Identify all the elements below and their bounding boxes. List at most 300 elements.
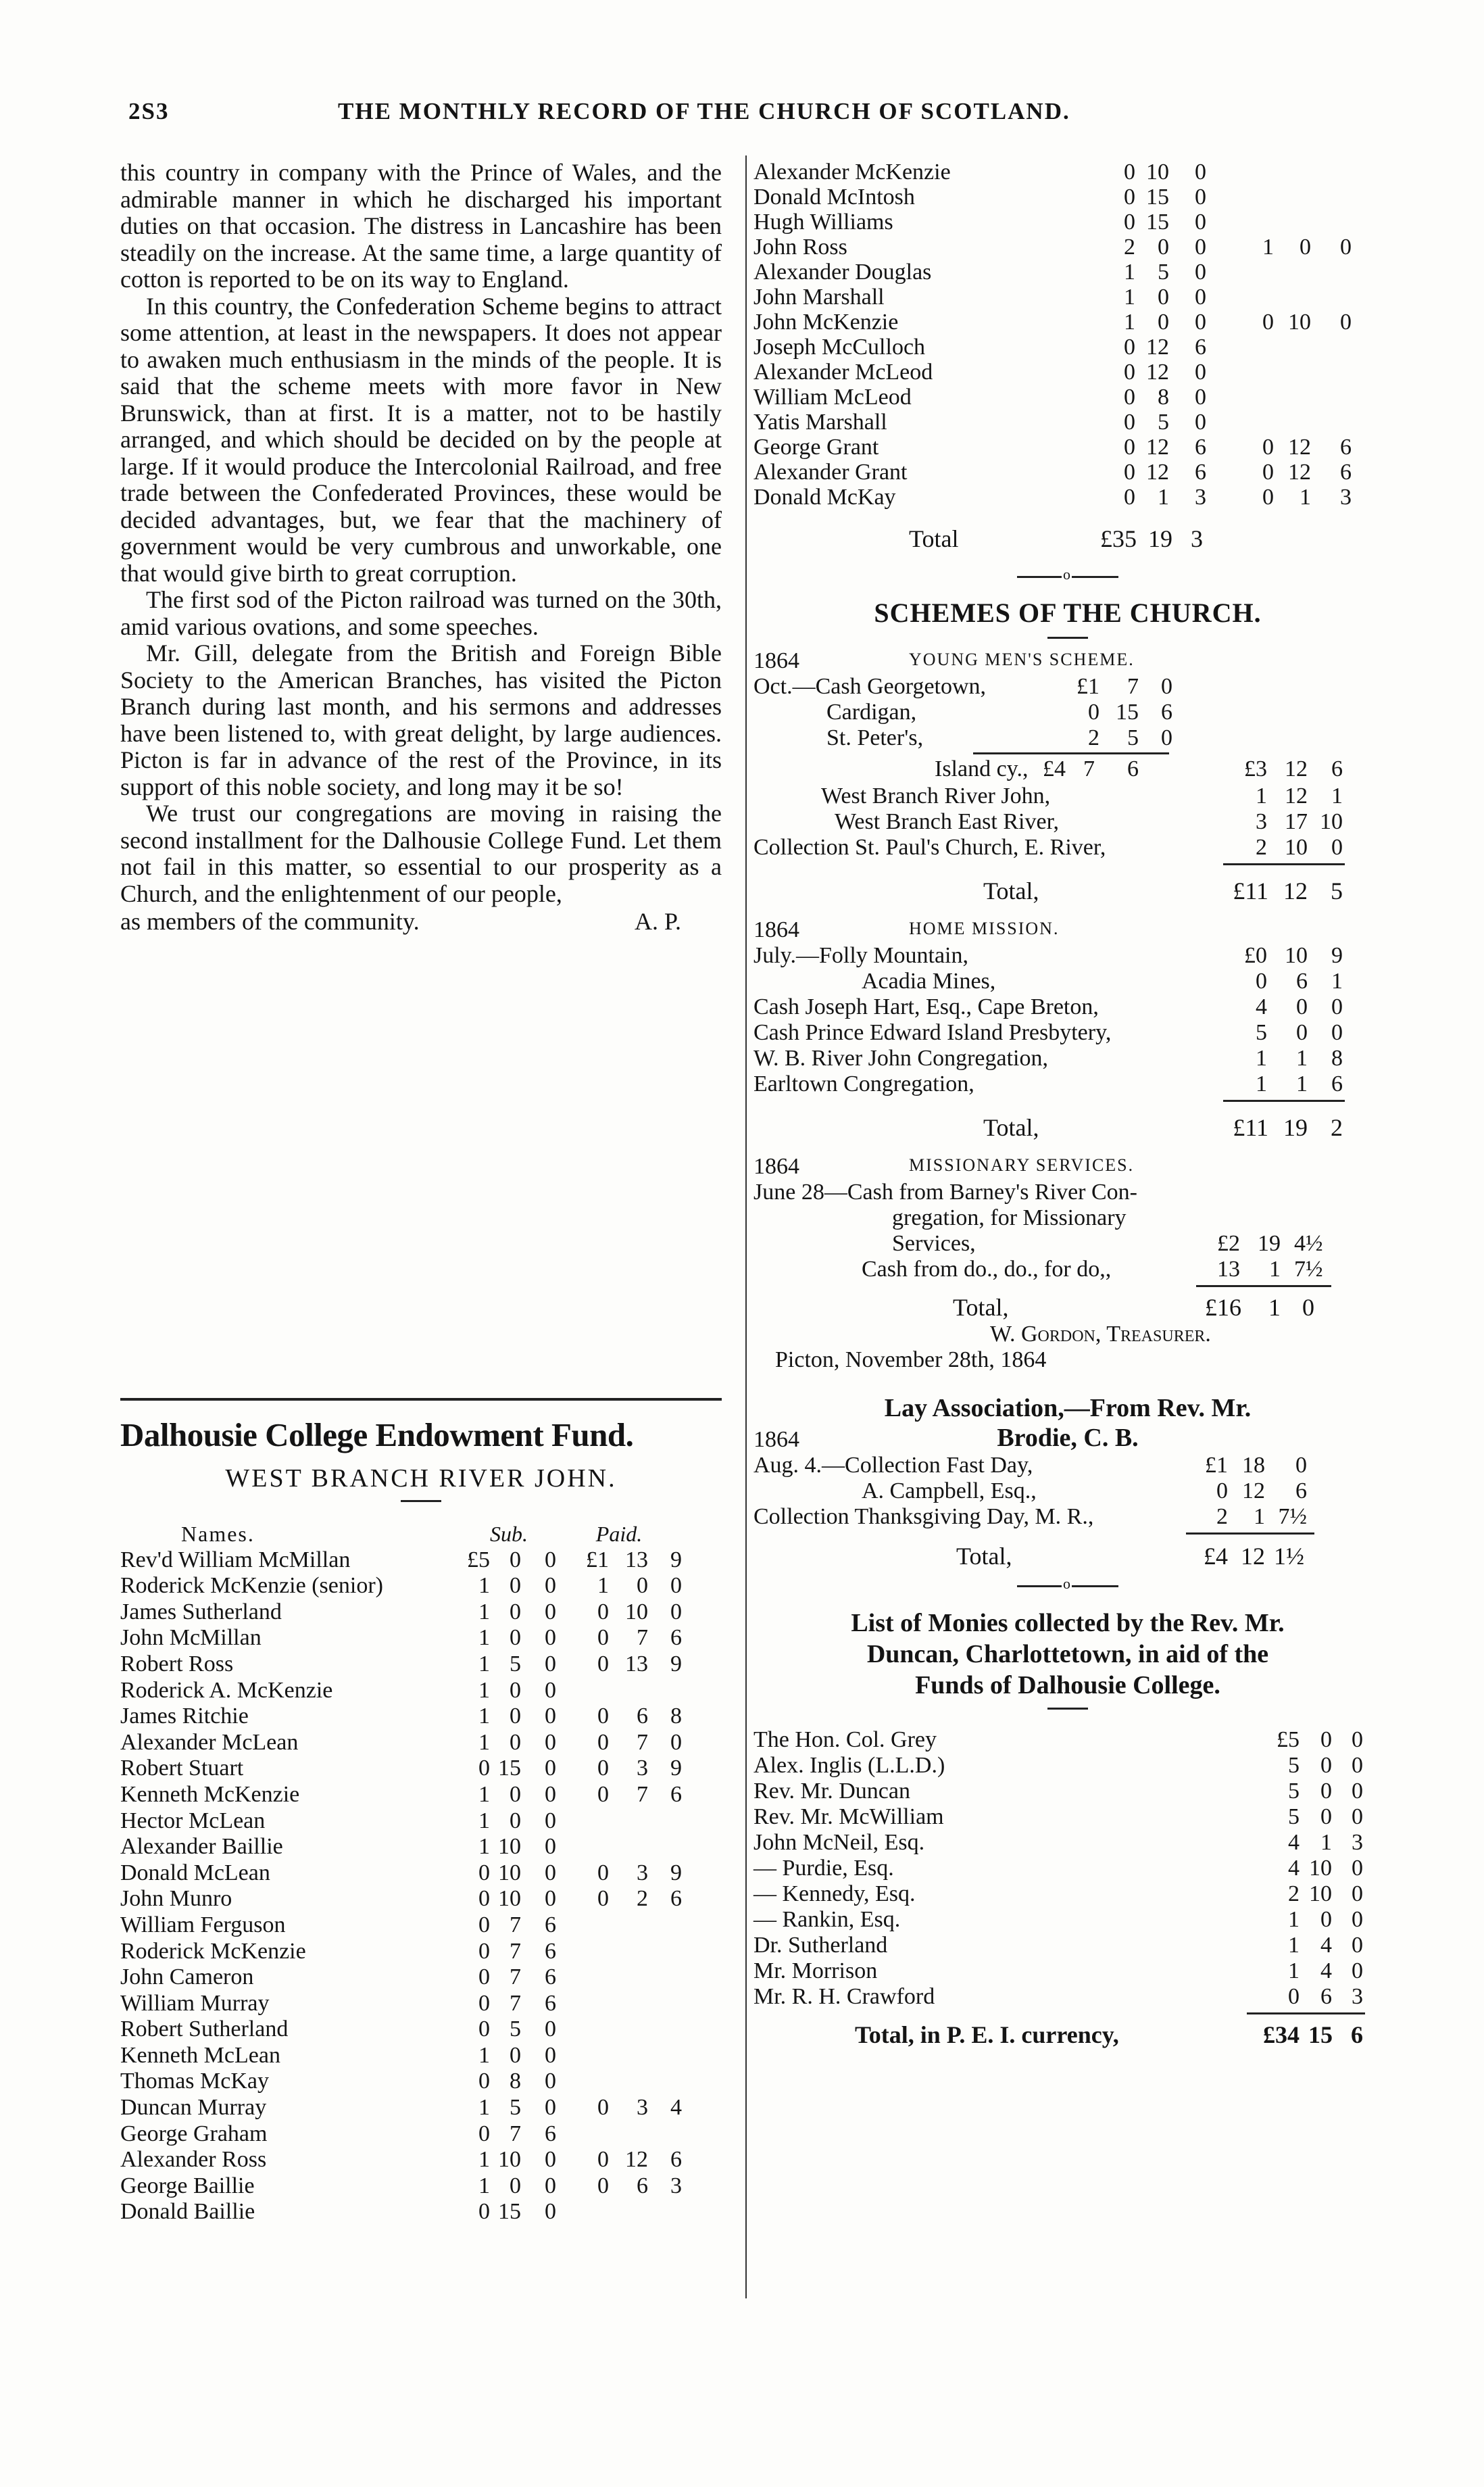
list-monies-table xyxy=(753,1727,1363,2010)
sub-shillings: 5 xyxy=(510,1651,521,1676)
entry-label: West Branch East River, xyxy=(835,809,1060,834)
paid-pence xyxy=(648,1808,682,1835)
sub-pence: 0 xyxy=(545,2017,556,2042)
amount-pence: 0 xyxy=(1331,994,1343,1019)
amount-pence: 3 xyxy=(1352,1984,1363,2009)
sub-shillings: 0 xyxy=(510,1573,521,1599)
paid-pounds: 0 xyxy=(597,1625,609,1651)
sub-pounds: 1 xyxy=(478,1599,490,1624)
amount-pounds: 0 xyxy=(1088,700,1099,725)
subscriber-name: Alexander Grant xyxy=(753,460,908,485)
amount-shillings: 4 xyxy=(1320,1958,1332,1983)
entry-label: Rev. Mr. Duncan xyxy=(753,1779,910,1804)
entry-label: West Branch River John, xyxy=(821,783,1051,808)
sub-shillings: 0 xyxy=(1158,285,1169,310)
total-pence: 5 xyxy=(1331,877,1343,904)
amount-pence: 0 xyxy=(1352,1907,1363,1932)
entry-label: Cash from do., do., for do,, xyxy=(862,1257,1112,1282)
table-row xyxy=(753,809,1343,835)
paid-pounds xyxy=(556,2199,609,2225)
sub-shillings: 15 xyxy=(498,2199,521,2225)
subscriber-name: Donald McKay xyxy=(753,485,896,510)
sub-pounds: 0 xyxy=(478,1860,490,1885)
sub-pounds: 1 xyxy=(1124,260,1135,285)
subscriber-name: Robert Ross xyxy=(120,1651,234,1676)
sub-pounds: £5 xyxy=(467,1547,490,1572)
paid-pence xyxy=(648,1964,682,1991)
table-row xyxy=(120,2121,682,2148)
entry-label: Cardigan, xyxy=(826,700,917,725)
paid-shillings xyxy=(609,2017,648,2043)
paid-pounds xyxy=(556,1991,609,2017)
subscriber-name: Duncan Murray xyxy=(120,2095,267,2121)
paid-pounds: 0 xyxy=(1262,435,1274,460)
entry-label: Cash Joseph Hart, Esq., Cape Breton, xyxy=(753,994,1099,1019)
sub-pence: 0 xyxy=(545,1729,556,1755)
paid-pounds xyxy=(556,2017,609,2043)
amount-pence: 0 xyxy=(1352,1804,1363,1829)
table-row xyxy=(753,310,1352,335)
paid-pounds xyxy=(556,1964,609,1991)
home-mission-table xyxy=(753,943,1343,1097)
entry-label: Mr. R. H. Crawford xyxy=(753,1984,935,2009)
top-total-row xyxy=(753,510,1382,557)
paid-pence: 6 xyxy=(1340,460,1352,485)
paid-shillings: 7 xyxy=(637,1625,648,1651)
table-row xyxy=(753,1984,1363,2010)
table-row xyxy=(753,1071,1343,1097)
news-paragraph: this country in company with the Prince of Wales, and the admirable manner in which he discharged his important duties on that occasion. The distress in Lancashire has been steadily on the increase. At the same time, a large quantity of cotton is reported to be on its way to England. xyxy=(120,159,722,293)
table-row xyxy=(753,185,1352,210)
paid-pence xyxy=(648,2069,682,2095)
table-row xyxy=(120,2069,682,2095)
paid-shillings: 0 xyxy=(1300,235,1311,260)
paid-pence: 0 xyxy=(670,1599,682,1624)
amount-shillings: 4 xyxy=(1320,1933,1332,1958)
paid-pounds: 0 xyxy=(597,1704,609,1729)
entry-label: Collection St. Paul's Church, E. River, xyxy=(753,835,1106,860)
amount-pence: 1 xyxy=(1331,783,1343,808)
amount-pounds: £5 xyxy=(1277,1727,1300,1752)
scheme-caption: MISSIONARY SERVICES. xyxy=(909,1155,1135,1175)
table-row xyxy=(120,2199,682,2225)
paid-shillings: 12 xyxy=(1288,435,1311,460)
entry-label: Mr. Morrison xyxy=(753,1958,878,1983)
table-row xyxy=(120,1912,682,1939)
subscriber-name: John Cameron xyxy=(120,1964,254,1990)
sub-pence: 0 xyxy=(1195,185,1206,210)
paid-pounds: 1 xyxy=(1262,235,1274,260)
heading-line: Brodie, C. B. xyxy=(997,1424,1139,1452)
amount-pence: 4½ xyxy=(1294,1231,1323,1256)
sub-pence: 0 xyxy=(1195,410,1206,435)
amount-shillings: 19 xyxy=(1258,1231,1281,1256)
subscription-table xyxy=(120,1521,682,2225)
entry-line: gregation, for Missionary xyxy=(892,1205,1127,1230)
table-row xyxy=(120,1599,682,1626)
subscriber-name: Alexander McKenzie xyxy=(753,160,951,185)
table-row xyxy=(753,1830,1363,1856)
sub-pounds: 0 xyxy=(1124,385,1135,410)
paid-pounds xyxy=(1206,210,1274,235)
table-row xyxy=(120,2017,682,2043)
sub-pounds: 0 xyxy=(478,1990,490,2016)
amount-shillings: 0 xyxy=(1320,1727,1332,1752)
table-row xyxy=(753,435,1352,460)
table-row xyxy=(120,1808,682,1835)
subscriber-name: Donald McIntosh xyxy=(753,185,915,210)
paid-shillings: 7 xyxy=(637,1729,648,1755)
table-row xyxy=(753,1933,1363,1958)
sub-pounds: 0 xyxy=(478,2017,490,2042)
amount-pounds: 5 xyxy=(1288,1753,1300,1778)
total-label: Total, xyxy=(983,877,1039,904)
table-row xyxy=(120,1991,682,2017)
sub-pence: 0 xyxy=(545,1573,556,1599)
amount-pence: 6 xyxy=(1295,1478,1307,1503)
sub-pounds: 1 xyxy=(478,1625,490,1651)
paid-shillings xyxy=(609,1991,648,2017)
paid-pence xyxy=(1311,335,1352,360)
paid-pence xyxy=(648,2043,682,2069)
year: 1864 xyxy=(753,917,799,942)
amount-pounds: 4 xyxy=(1256,994,1267,1019)
paid-pence: 9 xyxy=(670,1651,682,1676)
total-label: Total xyxy=(909,525,959,552)
table-row xyxy=(120,1782,682,1808)
table-row xyxy=(753,1504,1307,1530)
paid-pounds xyxy=(556,1939,609,1965)
paid-pounds xyxy=(1206,360,1274,385)
amount-shillings: 6 xyxy=(1296,969,1308,994)
paid-pounds xyxy=(1206,335,1274,360)
paid-shillings xyxy=(1274,385,1311,410)
paid-pounds: 0 xyxy=(597,1886,609,1912)
subscriber-name: William Ferguson xyxy=(120,1912,286,1937)
amount-pounds: 1 xyxy=(1256,783,1267,808)
page-number: 2S3 xyxy=(128,98,170,124)
names-header: Names. xyxy=(181,1522,255,1546)
amount-pence: 0 xyxy=(1352,1881,1363,1906)
fund-title: Dalhousie College Endowment Fund. xyxy=(120,1416,634,1453)
entry-label: Dr. Sutherland xyxy=(753,1933,888,1958)
paid-pounds: 0 xyxy=(1262,310,1274,335)
sub-pence: 0 xyxy=(545,1808,556,1833)
sub-pence: 0 xyxy=(1195,285,1206,310)
paid-pounds: 0 xyxy=(597,1729,609,1755)
signature: A. P. xyxy=(634,908,681,935)
sub-pence: 0 xyxy=(1195,260,1206,285)
paid-shillings xyxy=(1274,285,1311,310)
table-row xyxy=(120,2173,682,2200)
young-mens-total-row xyxy=(753,869,1382,908)
paid-pence xyxy=(1311,210,1352,235)
amount-pounds: 1 xyxy=(1288,1958,1300,1983)
table-row xyxy=(753,943,1343,969)
amount-pounds: £0 xyxy=(1244,943,1267,968)
sub-pence: 0 xyxy=(545,2042,556,2068)
sub-pounds: 0 xyxy=(1124,160,1135,185)
sub-pounds: 0 xyxy=(478,1964,490,1990)
total-pounds: £34 xyxy=(1263,2021,1300,2048)
amount-pence: 8 xyxy=(1331,1046,1343,1071)
paid-pence xyxy=(648,2017,682,2043)
sub-pence: 6 xyxy=(545,1990,556,2016)
subscriber-name: Donald McLean xyxy=(120,1860,270,1885)
amount-pence: 6 xyxy=(1161,700,1172,725)
table-row xyxy=(120,1834,682,1860)
sub-shillings: 12 xyxy=(1146,435,1169,460)
table-header-row xyxy=(120,1521,682,1547)
sub-pounds: 1 xyxy=(478,2173,490,2198)
paid-pence xyxy=(1311,410,1352,435)
paid-pounds xyxy=(556,2069,609,2095)
amount-shillings: 18 xyxy=(1242,1453,1265,1478)
paid-pence xyxy=(1311,285,1352,310)
entry-label: — Kennedy, Esq. xyxy=(753,1881,916,1906)
paid-pence xyxy=(1311,385,1352,410)
sub-shillings: 7 xyxy=(510,1938,521,1964)
paid-pounds: 0 xyxy=(597,2147,609,2173)
subscriber-name: Thomas McKay xyxy=(120,2069,270,2094)
sub-pounds: 1 xyxy=(478,1729,490,1755)
entry-label: — Rankin, Esq. xyxy=(753,1907,901,1932)
sub-pence: 6 xyxy=(1195,460,1206,485)
amount-shillings: 1 xyxy=(1320,1830,1332,1855)
paid-shillings xyxy=(1274,260,1311,285)
sub-shillings: 10 xyxy=(498,1860,521,1885)
sub-pence: 0 xyxy=(545,2173,556,2198)
table-row xyxy=(753,160,1352,185)
subscriber-name: Kenneth McKenzie xyxy=(120,1781,300,1807)
amount-pence: 6 xyxy=(1331,1071,1343,1096)
sub-pounds: 0 xyxy=(1124,435,1135,460)
news-paragraph: The first sod of the Picton railroad was turned on the 30th, amid various ovations, and some speeches. xyxy=(120,586,722,640)
sub-pence: 0 xyxy=(545,1651,556,1676)
sub-shillings: 10 xyxy=(1146,160,1169,185)
subscriber-name: Rev'd William McMillan xyxy=(120,1547,351,1572)
paid-pence xyxy=(1311,160,1352,185)
paid-shillings: 13 xyxy=(625,1651,648,1676)
subscriber-name: Yatis Marshall xyxy=(753,410,887,435)
table-row xyxy=(753,725,1172,751)
paid-pounds: 0 xyxy=(1262,460,1274,485)
paid-pence: 6 xyxy=(670,1886,682,1912)
sub-shillings: 15 xyxy=(1146,210,1169,235)
amount-pence: 0 xyxy=(1161,725,1172,750)
sub-pence: 0 xyxy=(1195,385,1206,410)
news-paragraph: We trust our congregations are moving in raising the second installment for the Dalhousie College Fund. Let them not fail in this matter, so essential to our prosperity as a Church, and the enlightenment of our people, xyxy=(120,800,722,907)
sub-shillings: 5 xyxy=(1158,410,1169,435)
sub-pence: 0 xyxy=(545,2147,556,2173)
table-row xyxy=(120,1678,682,1704)
entry-amount-row xyxy=(753,1231,1382,1257)
sub-pence: 0 xyxy=(545,1704,556,1729)
paid-shillings: 10 xyxy=(625,1599,648,1624)
amount-shillings: 1 xyxy=(1296,1071,1308,1096)
paid-pence xyxy=(648,1991,682,2017)
sub-pence: 0 xyxy=(545,1781,556,1807)
table-row xyxy=(753,1478,1307,1504)
entry-label: July.—Folly Mountain, xyxy=(753,943,968,968)
year: 1864 xyxy=(753,1427,799,1452)
amount-pounds: 3 xyxy=(1256,809,1267,834)
paid-shillings: 13 xyxy=(625,1547,648,1572)
table-row xyxy=(753,360,1352,385)
table-row xyxy=(120,1730,682,1756)
amount-pounds: 2 xyxy=(1088,725,1099,750)
subscriber-name: Robert Sutherland xyxy=(120,2017,289,2042)
table-row xyxy=(120,1651,682,1678)
sub-pence: 0 xyxy=(545,1756,556,1781)
heading-line: Funds of Dalhousie College. xyxy=(915,1671,1220,1699)
sub-shillings: 15 xyxy=(1146,185,1169,210)
paid-pence xyxy=(648,1912,682,1939)
table-row xyxy=(753,285,1352,310)
paid-header: Paid. xyxy=(595,1522,643,1546)
paid-shillings: 6 xyxy=(637,2173,648,2198)
schemes-heading: SCHEMES OF THE CHURCH. xyxy=(874,598,1262,628)
table-row xyxy=(753,410,1352,435)
subscriber-name: John McKenzie xyxy=(753,310,899,335)
amount-pounds: 0 xyxy=(1288,1984,1300,2009)
table-row xyxy=(753,1753,1363,1779)
sub-shillings: 12 xyxy=(1146,360,1169,385)
entry-label: Aug. 4.—Collection Fast Day, xyxy=(753,1453,1033,1478)
table-row xyxy=(753,700,1172,725)
sub-pence: 0 xyxy=(1195,235,1206,260)
table-row xyxy=(120,1547,682,1574)
table-row xyxy=(753,335,1352,360)
paid-pence: 3 xyxy=(670,2173,682,2198)
amount-pence: 6 xyxy=(1127,756,1139,781)
table-row xyxy=(120,1860,682,1887)
total-shillings: 19 xyxy=(1148,525,1172,552)
paid-pence xyxy=(1311,260,1352,285)
sub-shillings: 0 xyxy=(510,1781,521,1807)
amount-pence: 6 xyxy=(1331,756,1343,781)
paid-pence xyxy=(1311,360,1352,385)
paid-pounds xyxy=(556,2121,609,2148)
entry-label: Island cy., xyxy=(935,756,1029,781)
paid-pounds xyxy=(556,1808,609,1835)
amount-pounds: 1 xyxy=(1288,1933,1300,1958)
paid-shillings xyxy=(1274,335,1311,360)
treasurer-signature: W. Gordon, Treasurer. xyxy=(990,1322,1211,1347)
amount-shillings: 15 xyxy=(1116,700,1139,725)
table-row xyxy=(753,994,1343,1020)
subscriber-name: Alexander Douglas xyxy=(753,260,932,285)
amount-shillings: 12 xyxy=(1285,783,1308,808)
sub-pounds: 1 xyxy=(478,2042,490,2068)
sub-pounds: 1 xyxy=(478,2147,490,2173)
paid-pence xyxy=(1311,185,1352,210)
sub-shillings: 0 xyxy=(510,2173,521,2198)
paid-pence: 6 xyxy=(670,1625,682,1651)
sub-pounds: 1 xyxy=(1124,310,1135,335)
sub-shillings: 7 xyxy=(510,2121,521,2146)
paid-pounds: 1 xyxy=(597,1573,609,1599)
amount-pence: 0 xyxy=(1352,1933,1363,1958)
sub-pounds: 1 xyxy=(478,1677,490,1703)
sub-pounds: 1 xyxy=(478,1651,490,1676)
paid-shillings: 3 xyxy=(637,2095,648,2121)
entry-line: June 28—Cash from Barney's River Con- xyxy=(753,1180,1137,1205)
paid-pence: 3 xyxy=(1340,485,1352,510)
sub-pence: 6 xyxy=(545,1964,556,1990)
entry-label: The Hon. Col. Grey xyxy=(753,1727,937,1752)
total-pounds: £11 xyxy=(1233,1114,1268,1141)
table-row xyxy=(753,1881,1363,1907)
sub-pence: 6 xyxy=(545,1938,556,1964)
table-row xyxy=(753,485,1352,510)
table-row xyxy=(753,235,1352,260)
sub-shillings: 0 xyxy=(510,2042,521,2068)
total-pounds: £35 xyxy=(1100,525,1137,552)
amount-pounds: 5 xyxy=(1256,1020,1267,1045)
paid-shillings: 6 xyxy=(637,1704,648,1729)
paid-pounds: 0 xyxy=(597,2095,609,2121)
heading-line: Duncan, Charlottetown, in aid of the xyxy=(866,1640,1269,1668)
paid-shillings: 3 xyxy=(637,1756,648,1781)
paid-pounds xyxy=(1206,260,1274,285)
amount-pounds: £2 xyxy=(1217,1231,1240,1256)
subscriber-name: Roderick McKenzie (senior) xyxy=(120,1573,383,1599)
table-row xyxy=(753,385,1352,410)
paid-shillings xyxy=(1274,210,1311,235)
sub-shillings: 7 xyxy=(510,1964,521,1990)
sub-header: Sub. xyxy=(490,1522,528,1546)
table-row xyxy=(120,1573,682,1599)
subscriber-name: Alexander McLean xyxy=(120,1729,299,1755)
amount-pounds: £3 xyxy=(1244,756,1267,781)
table-row xyxy=(753,460,1352,485)
sub-pounds: 0 xyxy=(1124,210,1135,235)
table-row xyxy=(753,1779,1363,1804)
young-mens-items xyxy=(753,783,1343,861)
amount-shillings: 0 xyxy=(1320,1907,1332,1932)
amount-shillings: 0 xyxy=(1320,1779,1332,1804)
paid-shillings xyxy=(1274,410,1311,435)
subscriber-name: Donald Baillie xyxy=(120,2199,255,2225)
sub-pence: 0 xyxy=(1195,310,1206,335)
news-paragraph: Mr. Gill, delegate from the British and Foreign Bible Society to the American Branches, has visited the Picton Branch during last month, and his sermons and addresses have been listened to, with great delight, by large audiences. Picton is far in advance of the rest of the Province, in its support of this noble society, and long may it be so! xyxy=(120,639,722,800)
table-row xyxy=(753,260,1352,285)
amount-pence: 0 xyxy=(1331,835,1343,860)
home-mission-caption-row xyxy=(753,917,1382,943)
sub-pounds: 1 xyxy=(478,1573,490,1599)
paid-shillings xyxy=(609,2121,648,2148)
sub-shillings: 12 xyxy=(1146,335,1169,360)
table-row xyxy=(753,1804,1363,1830)
total-shillings: 12 xyxy=(1283,877,1308,904)
sub-shillings: 5 xyxy=(1158,260,1169,285)
sub-shillings: 10 xyxy=(498,1886,521,1912)
sub-pounds: 0 xyxy=(1124,335,1135,360)
amount-pence: 0 xyxy=(1352,1958,1363,1983)
column-divider xyxy=(745,155,747,2298)
subscriber-name: Alexander McLeod xyxy=(753,360,933,385)
subscriber-name: Alexander Baillie xyxy=(120,1834,283,1860)
young-mens-caption-row xyxy=(753,648,1382,674)
table-row xyxy=(120,1756,682,1782)
entry-label: — Purdie, Esq. xyxy=(753,1856,894,1881)
table-row xyxy=(753,1046,1343,1071)
paid-shillings: 2 xyxy=(637,1886,648,1912)
amount-pounds: 0 xyxy=(1256,969,1267,994)
sub-pounds: 1 xyxy=(478,2095,490,2121)
paid-pounds xyxy=(556,2043,609,2069)
